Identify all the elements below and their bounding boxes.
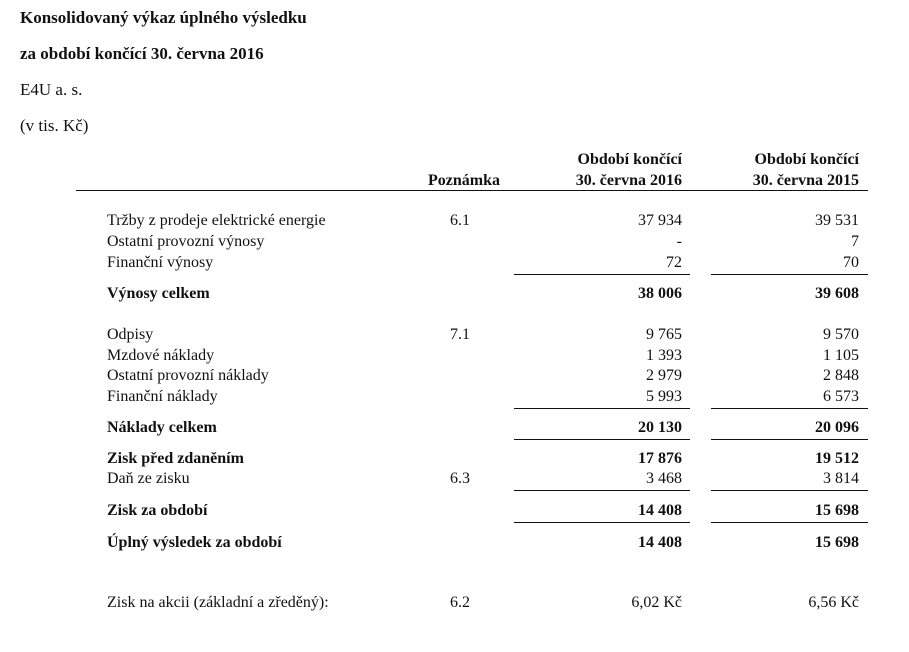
- row-value-2016: 14 408: [638, 502, 682, 519]
- row-label: Ostatní provozní náklady: [107, 367, 269, 384]
- row-value-2015: 6,56 Kč: [808, 594, 859, 611]
- row-label: Tržby z prodeje elektrické energie: [107, 212, 326, 229]
- statement-period: za období končící 30. června 2016: [20, 44, 264, 63]
- subtotal-rule-2015: [711, 408, 868, 409]
- table-row-total: [0, 285, 909, 305]
- row-value-2015: 15 698: [815, 502, 859, 519]
- row-value-2015: 9 570: [823, 326, 859, 343]
- unit-label: (v tis. Kč): [20, 116, 89, 135]
- row-value-2015: 2 848: [823, 367, 859, 384]
- row-value-2016: 9 765: [646, 326, 682, 343]
- subtotal-rule-2016: [514, 490, 690, 491]
- table-row-total: [0, 534, 909, 554]
- statement-title: Konsolidovaný výkaz úplného výsledku: [20, 8, 307, 27]
- row-note: 6.2: [450, 594, 470, 611]
- header-rule: [76, 190, 868, 191]
- row-value-2016: 37 934: [638, 212, 682, 229]
- table-row: [0, 388, 909, 408]
- row-value-2015: 15 698: [815, 534, 859, 551]
- period-2016-header-line2: 30. června 2016: [575, 172, 682, 189]
- total-rule-2015: [711, 522, 868, 523]
- period-2015-header-line1: Období končící: [754, 151, 859, 168]
- table-row-total: [0, 502, 909, 522]
- table-row-total: [0, 419, 909, 439]
- row-label: Mzdové náklady: [107, 347, 215, 364]
- table-row: [0, 594, 909, 614]
- total-rule-2015: [711, 439, 868, 440]
- row-value-2016: 1 393: [646, 347, 682, 364]
- row-label: Daň ze zisku: [107, 470, 190, 487]
- row-label: Náklady celkem: [107, 419, 217, 436]
- row-label: Odpisy: [107, 326, 154, 343]
- row-value-2016: 6,02 Kč: [631, 594, 682, 611]
- period-2016-column-header: [520, 149, 682, 191]
- row-note: 6.1: [450, 212, 470, 229]
- row-value-2016: 3 468: [646, 470, 682, 487]
- row-label: Zisk za období: [107, 502, 208, 519]
- row-value-2015: 7: [851, 233, 859, 250]
- row-value-2016: 17 876: [638, 450, 682, 467]
- table-row: [0, 212, 909, 232]
- subtotal-rule-2016: [514, 274, 690, 275]
- company-name: E4U a. s.: [20, 80, 83, 99]
- row-value-2015: 1 105: [823, 347, 859, 364]
- row-value-2016: 38 006: [638, 285, 682, 302]
- row-label: Zisk na akcii (základní a zředěný):: [107, 594, 329, 611]
- row-value-2015: 19 512: [815, 450, 859, 467]
- row-value-2015: 6 573: [823, 388, 859, 405]
- subtotal-rule-2015: [711, 490, 868, 491]
- row-label: Výnosy celkem: [107, 285, 210, 302]
- row-note: 6.3: [450, 470, 470, 487]
- row-value-2015: 39 608: [815, 285, 859, 302]
- period-2015-column-header: [715, 149, 859, 191]
- row-value-2016: 5 993: [646, 388, 682, 405]
- row-value-2016: 14 408: [638, 534, 682, 551]
- table-row-total: [0, 450, 909, 470]
- row-value-2015: 3 814: [823, 470, 859, 487]
- table-row: [0, 326, 909, 346]
- row-label: Ostatní provozní výnosy: [107, 233, 265, 250]
- row-value-2015: 39 531: [815, 212, 859, 229]
- row-note: 7.1: [450, 326, 470, 343]
- row-value-2015: 20 096: [815, 419, 859, 436]
- subtotal-rule-2016: [514, 408, 690, 409]
- table-row: [0, 233, 909, 253]
- row-value-2016: 20 130: [638, 419, 682, 436]
- table-row: [0, 367, 909, 387]
- row-label: Zisk před zdaněním: [107, 450, 244, 467]
- row-value-2016: 2 979: [646, 367, 682, 384]
- table-row: [0, 470, 909, 490]
- row-label: Finanční výnosy: [107, 254, 214, 271]
- subtotal-rule-2015: [711, 274, 868, 275]
- period-2016-header-line1: Období končící: [577, 151, 682, 168]
- table-row: [0, 254, 909, 274]
- table-row: [0, 347, 909, 367]
- row-label: Úplný výsledek za období: [107, 534, 282, 551]
- period-2015-header-line2: 30. června 2015: [752, 172, 859, 189]
- total-rule-2016: [514, 522, 690, 523]
- row-value-2016: -: [676, 233, 682, 250]
- row-value-2016: 72: [666, 254, 682, 271]
- row-value-2015: 70: [843, 254, 859, 271]
- note-column-header: Poznámka: [428, 172, 500, 189]
- row-label: Finanční náklady: [107, 388, 218, 405]
- total-rule-2016: [514, 439, 690, 440]
